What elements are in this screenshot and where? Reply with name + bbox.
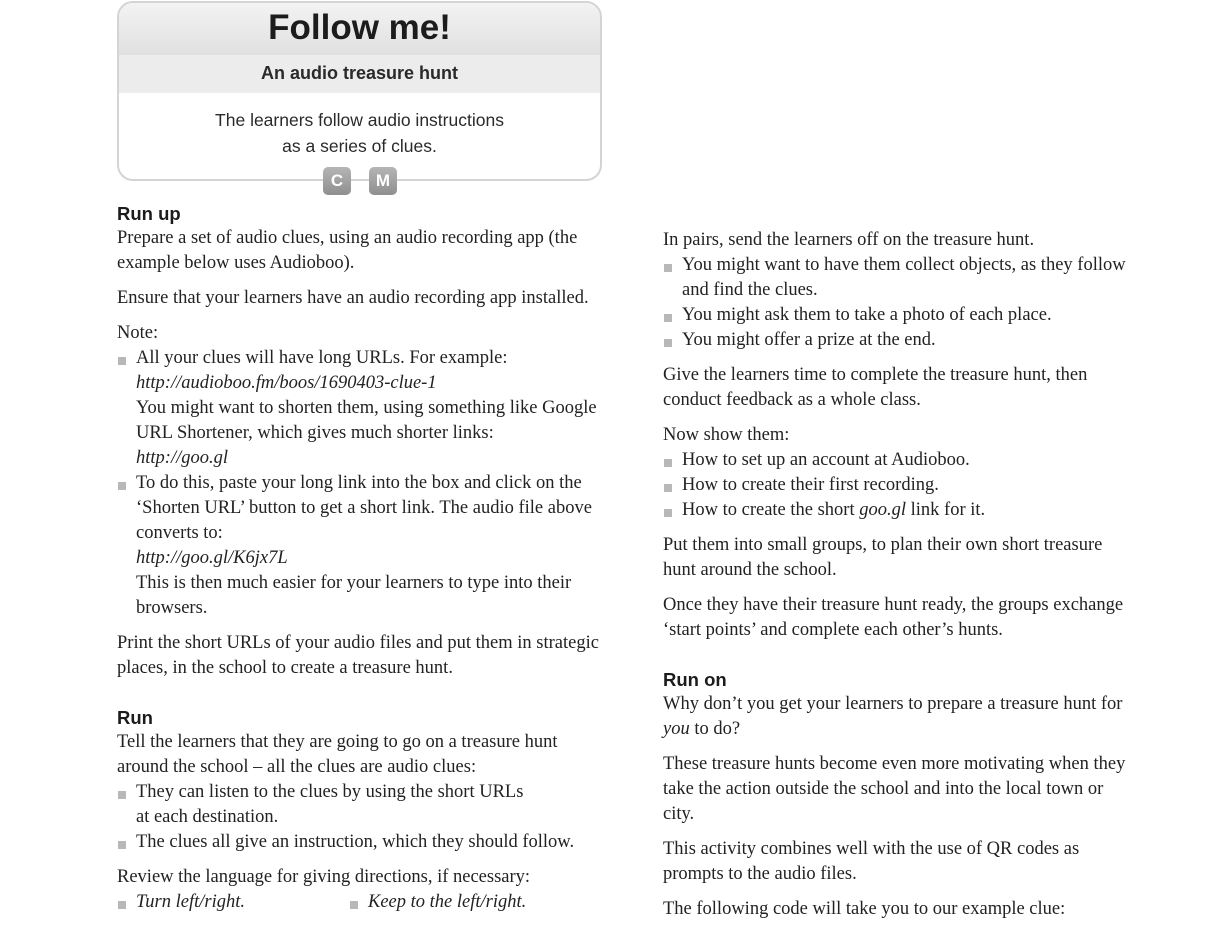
card-description-line: as a series of clues. [282, 136, 437, 156]
directions-list [117, 890, 612, 915]
paragraph: Once they have their treasure hunt ready, the groups exchange ‘start points’ and complete each other’s hunts. [663, 595, 1124, 640]
card-header [119, 3, 600, 55]
list-item: The clues all give an instruction, which they should follow. [117, 830, 612, 855]
paragraph: Prepare a set of audio clues, using an audio recording app (the example below uses Audioboo). [117, 228, 578, 273]
card-subtitle: An audio treasure hunt [119, 55, 600, 93]
card-title: Follow me! [268, 8, 451, 47]
paragraph: Ensure that your learners have an audio recording app installed. [117, 288, 589, 308]
run-list [117, 780, 612, 855]
paragraph: Print the short URLs of your audio files and put them in strategic places, in the school to create a treasure hunt. [117, 633, 599, 678]
paragraph: Tell the learners that they are going to go on a treasure hunt around the school – all the clues are audio clues: [117, 732, 558, 777]
show-list [663, 448, 1138, 523]
list-item: You might want to have them collect objects, as they follow and find the clues. [663, 253, 1138, 303]
paragraph: This activity combines well with the use of QR codes as prompts to the audio files. [663, 839, 1080, 884]
activity-card [117, 1, 602, 181]
paragraph: Why don’t you get your learners to prepare a treasure hunt for you to do? [663, 694, 1123, 739]
list-item: To do this, paste your long link into the box and click on the ‘Shorten URL’ button to get a short link. The audio file above converts to: http://goo.gl/K6jx7L This is then much easier for your learners to type into their browsers. [117, 471, 612, 621]
list-item: All your clues will have long URLs. For example: http://audioboo.fm/boos/1690403-clue-1 You might want to shorten them, using something like Google URL Shortener, which gives much shorter links: http://goo.gl [117, 346, 612, 471]
left-column [117, 201, 612, 925]
example-url: http://goo.gl/K6jx7L [136, 548, 288, 568]
paragraph: In pairs, send the learners off on the treasure hunt. [663, 230, 1035, 250]
list-item: How to create the short goo.gl link for it. [663, 498, 1138, 523]
example-url: http://audioboo.fm/boos/1690403-clue-1 [136, 373, 437, 393]
note-list [117, 346, 612, 621]
hunt-list [663, 253, 1138, 353]
level-badge-m: M [369, 167, 397, 195]
card-description-line: The learners follow audio instructions [215, 110, 504, 130]
run-heading: Run [117, 707, 153, 728]
note-label: Note: [117, 323, 159, 343]
paragraph: Put them into small groups, to plan their own short treasure hunt around the school. [663, 535, 1103, 580]
card-description [119, 107, 600, 159]
right-column [663, 228, 1138, 932]
paragraph: Review the language for giving directions, if necessary: [117, 867, 531, 887]
list-item: They can listen to the clues by using the short URLs at each destination. [117, 780, 612, 830]
list-item: You might offer a prize at the end. [663, 328, 1138, 353]
list-item: You might ask them to take a photo of each place. [663, 303, 1138, 328]
level-badge-c: C [323, 167, 351, 195]
paragraph: Now show them: [663, 425, 790, 445]
list-item: How to create their first recording. [663, 473, 1138, 498]
list-item: Keep to the left/right. [349, 890, 581, 915]
example-url: http://goo.gl [136, 448, 228, 468]
paragraph: Give the learners time to complete the treasure hunt, then conduct feedback as a whole class. [663, 365, 1088, 410]
run-up-heading: Run up [117, 203, 181, 224]
paragraph: The following code will take you to our example clue: [663, 899, 1066, 919]
paragraph: These treasure hunts become even more motivating when they take the action outside the school and into the local town or city. [663, 754, 1126, 824]
list-item: How to set up an account at Audioboo. [663, 448, 1138, 473]
list-item: Turn left/right. [117, 890, 349, 915]
run-on-heading: Run on [663, 669, 727, 690]
